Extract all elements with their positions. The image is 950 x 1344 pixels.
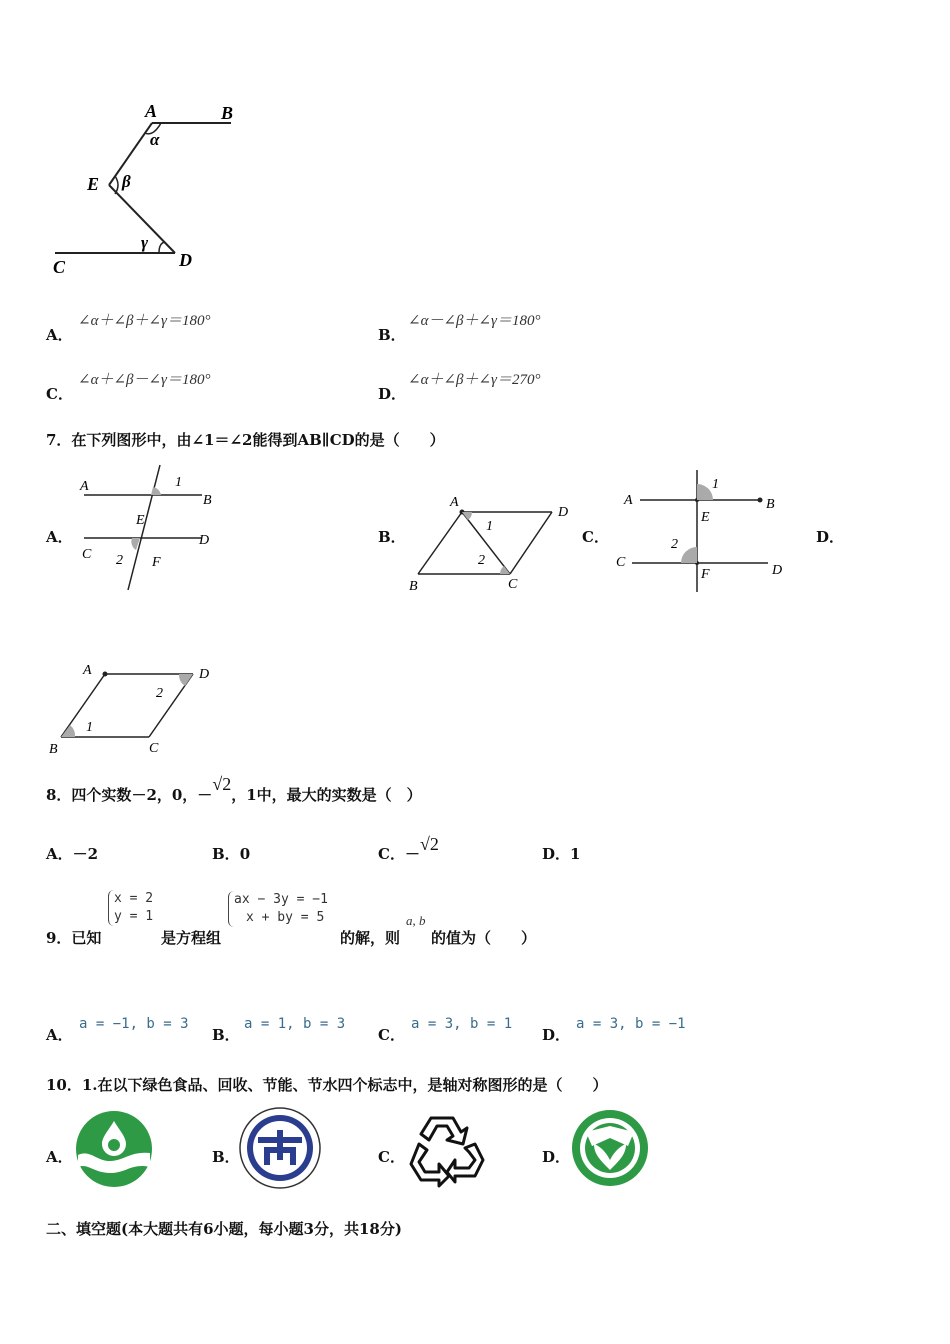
green-food-logo-icon — [570, 1108, 650, 1188]
q8-stem — [46, 774, 422, 804]
label-beta: β — [122, 172, 131, 191]
q7-option-d-letter: D． — [816, 528, 845, 546]
label-E: E — [87, 174, 100, 194]
figC-label-B: B — [766, 497, 775, 512]
figD-label-two: 2 — [156, 686, 163, 701]
q9-option-d-letter: D． — [542, 1026, 571, 1044]
q8-option-b: B．0 — [212, 845, 251, 863]
q8-stem-prefix: 8．四个实数－2，0，－ — [46, 786, 213, 804]
q7-stem: 7．在下列图形中，由∠1＝∠2能得到AB∥CD的是（ ） — [46, 431, 445, 449]
figD-label-one: 1 — [86, 720, 93, 735]
water-saving-logo-icon — [74, 1109, 154, 1189]
figB-label-C: C — [508, 577, 518, 592]
q9-option-c-expr: a = 3, b = 1 — [411, 1016, 513, 1032]
label-alpha: α — [150, 130, 160, 149]
q7-figure-b — [400, 488, 585, 598]
energy-saving-logo-icon — [238, 1106, 322, 1190]
q9-option-b-letter: B． — [212, 1026, 240, 1044]
figA-label-E: E — [136, 513, 145, 528]
figD-label-B: B — [49, 742, 58, 757]
figD-label-C: C — [149, 741, 159, 756]
figA-label-C: C — [82, 547, 92, 562]
q9-solution-line-1: x = 2 — [114, 891, 154, 906]
figC-label-E: E — [701, 510, 710, 525]
q9-equation-line-1: ax − 3y = −1 — [234, 892, 328, 907]
figB-label-D: D — [558, 505, 569, 520]
figC-label-D: D — [772, 563, 783, 578]
figB-label-B: B — [409, 579, 418, 594]
q9-stem-1: 9．已知 — [46, 929, 102, 947]
recycle-icon — [405, 1110, 487, 1188]
section-2-title: 二、填空题(本大题共有6小题，每小题3分，共18分) — [46, 1220, 402, 1238]
q10-stem: 10．1.在以下绿色食品、回收、节能、节水四个标志中，是轴对称图形的是（ ） — [46, 1076, 608, 1094]
figC-label-one: 1 — [712, 477, 719, 492]
q6-figure — [45, 95, 255, 280]
label-D: D — [179, 250, 192, 270]
figB-label-A: A — [450, 495, 459, 510]
q10-option-b-letter: B． — [212, 1148, 240, 1166]
q7-option-b-letter: B． — [378, 528, 406, 546]
q9-stem-4: 的值为（ ） — [431, 929, 537, 947]
q10-option-c-letter: C． — [378, 1148, 405, 1166]
q9-option-a-letter: A． — [46, 1026, 73, 1044]
label-A: A — [145, 101, 158, 121]
q9-equation-line-2: x + by = 5 — [246, 910, 325, 925]
label-B: B — [221, 103, 234, 123]
q6-option-c-expr: ∠α＋∠β－∠γ＝180° — [78, 372, 211, 388]
q9-stem-3: 的解，则 — [340, 929, 401, 947]
q9-equation-system — [228, 891, 328, 927]
figB-label-two: 2 — [478, 553, 485, 568]
figA-label-B: B — [203, 493, 212, 508]
figC-label-A: A — [624, 493, 633, 508]
q6-option-a-expr: ∠α＋∠β＋∠γ＝180° — [78, 313, 211, 329]
q10-option-d-letter: D． — [542, 1148, 571, 1166]
q8-option-d: D．1 — [542, 845, 581, 863]
q7-option-a-letter: A． — [46, 528, 73, 546]
q8-stem-suffix: ，1中，最大的实数是（ ） — [231, 786, 422, 804]
q9-ab: a, b — [406, 913, 426, 928]
q9-stem-2: 是方程组 — [161, 929, 222, 947]
q9-solution-system — [108, 890, 153, 926]
q9-option-c-letter: C． — [378, 1026, 405, 1044]
figA-label-one: 1 — [175, 475, 182, 490]
figC-label-F: F — [701, 567, 710, 582]
q7-figure-d — [45, 658, 225, 758]
q6-option-b-expr: ∠α－∠β＋∠γ＝180° — [408, 313, 541, 329]
label-gamma: γ — [141, 233, 149, 252]
figA-label-F: F — [152, 555, 161, 570]
q9-option-b-expr: a = 1, b = 3 — [244, 1016, 346, 1032]
q7-figure-c — [610, 462, 800, 597]
figA-label-D: D — [199, 533, 210, 548]
q6-option-c-letter: C． — [46, 385, 73, 403]
figC-label-two: 2 — [671, 537, 678, 552]
q9-option-a-expr: a = −1, b = 3 — [79, 1016, 189, 1032]
figA-label-two: 2 — [116, 553, 123, 568]
figC-label-C: C — [616, 555, 626, 570]
q6-option-d-expr: ∠α＋∠β＋∠γ＝270° — [408, 372, 541, 388]
q6-option-d-letter: D． — [378, 385, 407, 403]
figA-label-A: A — [80, 479, 89, 494]
q8-radical: √2 — [212, 774, 232, 794]
label-C: C — [53, 257, 66, 277]
q7-option-c-letter: C． — [582, 528, 609, 546]
q9-solution-line-2: y = 1 — [114, 909, 154, 924]
q6-option-b-letter: B． — [378, 326, 406, 344]
q6-option-a-letter: A． — [46, 326, 73, 344]
q7-figure-a — [72, 460, 222, 595]
q9-option-d-expr: a = 3, b = −1 — [576, 1016, 686, 1032]
figB-label-one: 1 — [486, 519, 493, 534]
figD-label-D: D — [199, 667, 210, 682]
q8-option-c: C．－√2 — [378, 834, 439, 863]
figD-label-A: A — [83, 663, 92, 678]
q10-option-a-letter: A． — [46, 1148, 73, 1166]
q8-option-a: A．－2 — [46, 845, 99, 863]
